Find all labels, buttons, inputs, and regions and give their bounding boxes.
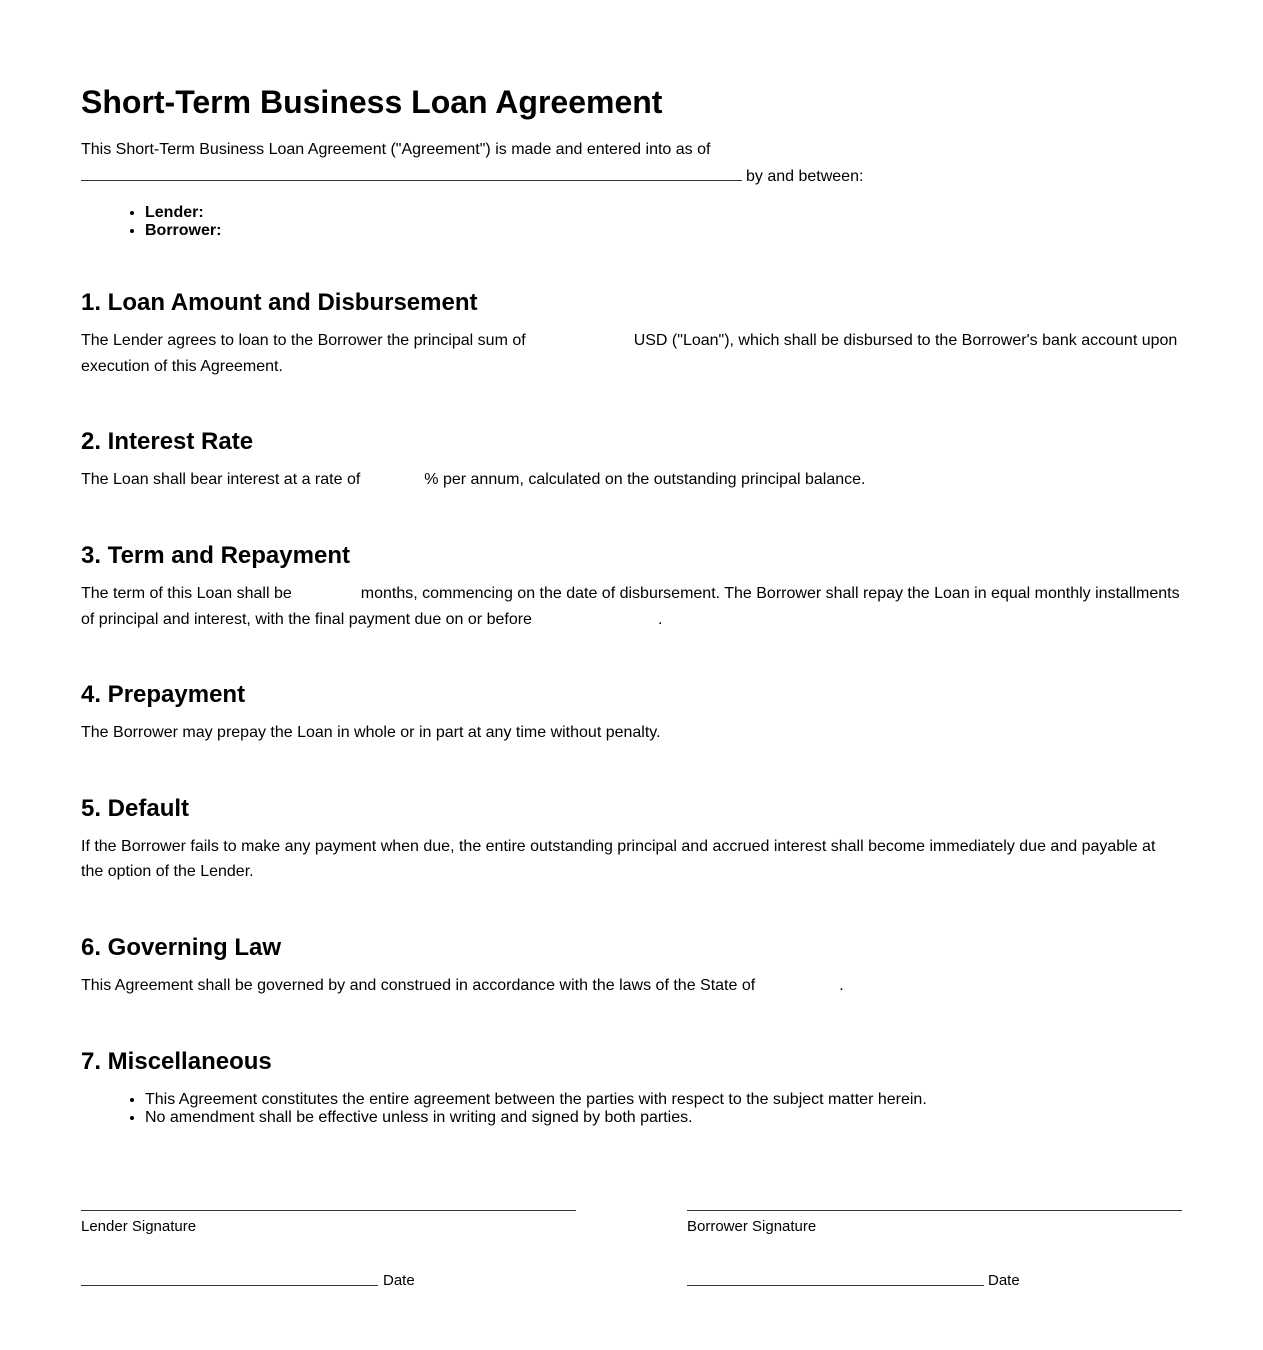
intro-by-and-between: by and between: <box>746 168 864 185</box>
section-1-heading: 1. Loan Amount and Disbursement <box>81 289 478 316</box>
section-5-heading: 5. Default <box>81 795 190 822</box>
section-6-heading: 6. Governing Law <box>81 934 282 961</box>
section-6-text: This Agreement shall be governed by and construed in accordance with the laws of the State of . <box>81 977 844 994</box>
intro-line-1 <box>81 137 710 163</box>
section-2-text: The Loan shall bear interest at a rate of % per annum, calculated on the outstanding principal balance. <box>81 471 866 488</box>
lender-signature-label: Lender Signature <box>81 1218 197 1235</box>
lender-signature-line[interactable] <box>81 1210 576 1211</box>
lender-date-line[interactable] <box>81 1285 378 1286</box>
borrower-date-line[interactable] <box>687 1285 984 1286</box>
lender-label: Lender: <box>145 204 204 221</box>
section-7-heading: 7. Miscellaneous <box>81 1048 272 1075</box>
section-3-line-1: The term of this Loan shall be months, commencing on the date of disbursement. The Borrower shall repay the Loan in equal monthly installments <box>81 585 1180 602</box>
section-4-text: The Borrower may prepay the Loan in whole or in part at any time without penalty. <box>81 724 661 741</box>
lender-date-label: Date <box>383 1272 415 1289</box>
misc-item: • This Agreement constitutes the entire agreement between the parties with respect to the subject matter herein. <box>145 1091 927 1109</box>
section-2-heading: 2. Interest Rate <box>81 428 254 455</box>
parties-list <box>81 204 226 240</box>
miscellaneous-list <box>81 1091 927 1127</box>
section-1-line-2: execution of this Agreement. <box>81 358 283 375</box>
section-4-heading: 4. Prepayment <box>81 681 246 708</box>
agreement-date-field[interactable] <box>81 179 742 181</box>
party-borrower <box>145 222 226 240</box>
section-5-line-1: If the Borrower fails to make any payment when due, the entire outstanding principal and accrued interest shall become immediately due and payable at <box>81 838 1156 855</box>
party-lender <box>145 204 226 222</box>
section-3-heading: 3. Term and Repayment <box>81 542 350 569</box>
intro-line-2 <box>81 164 863 190</box>
borrower-label: Borrower: <box>145 222 222 239</box>
intro-text: This Short-Term Business Loan Agreement ("Agreement") is made and entered into as of <box>81 141 711 158</box>
document-title: Short-Term Business Loan Agreement <box>81 84 663 120</box>
borrower-date-label: Date <box>988 1272 1020 1289</box>
borrower-signature-label: Borrower Signature <box>687 1218 817 1235</box>
section-3-line-2: of principal and interest, with the final payment due on or before . <box>81 611 663 628</box>
borrower-signature-line[interactable] <box>687 1210 1182 1211</box>
section-1-line-1: The Lender agrees to loan to the Borrower the principal sum of USD ("Loan"), which shall be disbursed to the Borrower's bank account upon <box>81 332 1178 349</box>
section-5-line-2: the option of the Lender. <box>81 863 254 880</box>
misc-item: • No amendment shall be effective unless in writing and signed by both parties. <box>145 1109 927 1127</box>
